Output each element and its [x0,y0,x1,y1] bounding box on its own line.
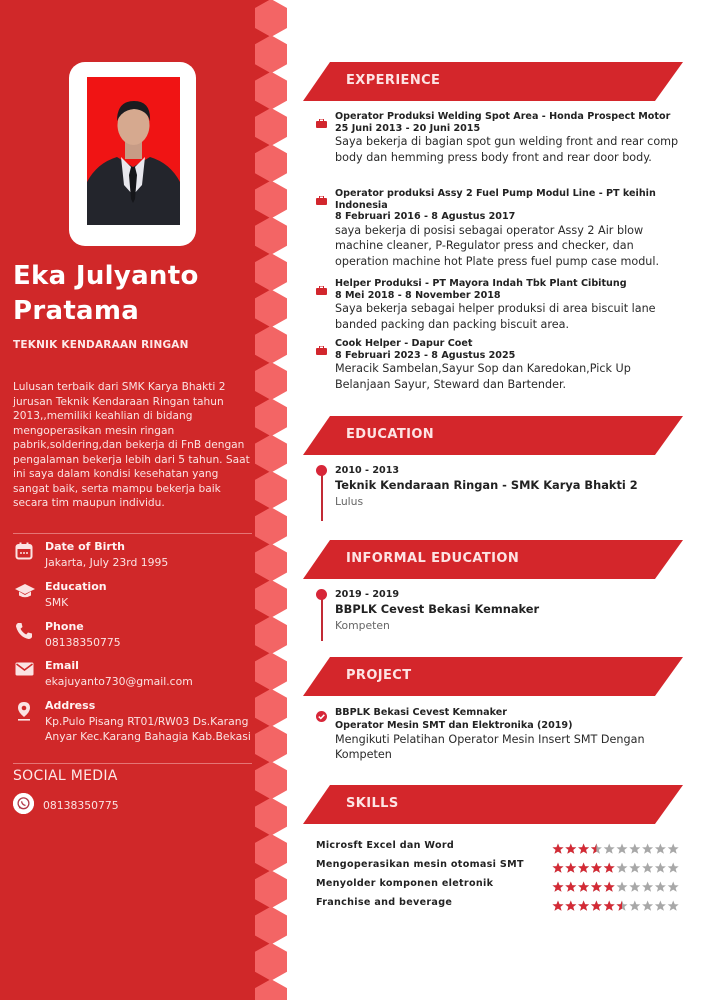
star-icon [642,882,653,892]
briefcase-icon [316,340,327,349]
section-title: PROJECT [346,668,412,683]
education-status: Lulus [335,495,364,508]
section-title: SKILLS [346,796,399,811]
project-title: Operator Mesin SMT dan Elektronika (2019) [335,720,573,731]
job-title: TEKNIK KENDARAAN RINGAN [13,339,189,351]
section-title: INFORMAL EDUCATION [346,551,520,566]
star-icon [629,863,640,873]
star-icon [591,882,602,892]
envelope-icon [15,661,35,681]
skill-name: Microsft Excel dan Word [316,840,455,851]
contact-label: Email [45,659,79,672]
star-icon [668,844,679,854]
section-banner-project [303,657,683,696]
name-line-1: Eka Julyanto [13,261,199,291]
section-banner-informal-education [303,540,683,579]
skill-name: Franchise and beverage [316,897,453,908]
star-icon [591,901,602,911]
star-rating [552,878,680,890]
star-icon [629,844,640,854]
experience-description: Meracik Sambelan,Sayur Sop dan Karedokan,Pick Up Belanjaan Sayur, Steward dan Bartender. [335,362,631,391]
check-circle-icon [316,707,327,718]
star-icon [565,901,576,911]
star-icon [591,844,602,854]
experience-item [316,338,691,392]
star-icon [668,882,679,892]
star-icon [655,844,666,854]
section-banner-skills [303,785,683,824]
star-icon [617,882,628,892]
star-icon [617,844,628,854]
section-title: EDUCATION [346,427,435,442]
experience-item [316,111,691,165]
project-item [316,706,686,762]
experience-date: 8 Februari 2016 - 8 Agustus 2017 [335,211,516,222]
whatsapp-number: 08138350775 [43,799,119,812]
informal-education-years: 2019 - 2019 [335,589,400,600]
project-organization: BBPLK Bekasi Cevest Kemnaker [335,707,507,718]
skill-name: Menyolder komponen eletronik [316,878,494,889]
briefcase-icon [316,113,327,122]
star-icon [553,863,564,873]
experience-date: 8 Mei 2018 - 8 November 2018 [335,289,501,301]
contact-label: Date of Birth [45,540,125,553]
star-icon [604,863,615,873]
experience-item [316,188,691,269]
experience-description: Saya bekerja sebagai helper produksi di area biscuit lane banded packing dan packing biscuit area. [335,302,656,331]
skill-name: Mengoperasikan mesin otomasi SMT [316,859,524,870]
star-icon [604,882,615,892]
star-icon [578,844,589,854]
map-pin-icon [15,701,35,721]
star-icon [604,901,615,911]
star-icon [565,882,576,892]
project-description: Mengikuti Pelatihan Operator Mesin Insert SMT Dengan Kompeten [335,733,645,761]
star-icon [655,863,666,873]
contact-value: Kp.Pulo Pisang RT01/RW03 Ds.Karang Anyar Kec.Karang Bahagia Kab.Bekasi [45,715,251,743]
profile-photo-frame [69,62,196,246]
contact-label: Address [45,699,96,712]
star-icon [591,863,602,873]
divider [13,533,253,534]
profile-summary: Lulusan terbaik dari SMK Karya Bhakti 2 jurusan Teknik Kendaraan Ringan tahun 2013,,memiliki keahlian di bidang mengoperasikan mesin ringan pabrik,soldering,dan bekerja di FnB dengan pengalaman bekerja lebih dari 5 tahun. Saat ini saya dalam kondisi kesehatan yang sangat baik, serta mampu bekerja baik secara tim maupun individu. [13,381,250,509]
contact-label: Education [45,580,107,593]
timeline-line [321,597,323,641]
experience-title: Helper Produksi - PT Mayora Indah Tbk Plant Cibitung [335,278,627,289]
star-icon [553,901,564,911]
star-icon [642,901,653,911]
star-icon [565,863,576,873]
briefcase-icon [316,190,327,199]
star-rating [552,897,680,909]
star-icon [668,901,679,911]
star-icon [604,844,615,854]
contact-value: ekajuyanto730@gmail.com [45,675,193,688]
experience-date: 8 Februari 2023 - 8 Agustus 2025 [335,349,516,361]
graduation-cap-icon [15,582,35,602]
experience-date: 25 Juni 2013 - 20 Juni 2015 [335,122,481,134]
profile-photo [87,77,180,225]
social-media-title: SOCIAL MEDIA [13,768,118,784]
star-icon [617,901,628,911]
informal-education-item [316,589,686,649]
informal-education-title: BBPLK Cevest Bekasi Kemnaker [335,602,540,616]
education-title: Teknik Kendaraan Ringan - SMK Karya Bhakti 2 [335,478,638,492]
star-icon [553,882,564,892]
full-name [13,259,253,329]
section-banner-experience [303,62,683,101]
education-item [316,465,686,525]
star-icon [565,844,576,854]
contact-value: SMK [45,596,69,609]
informal-education-status: Kompeten [335,619,390,632]
timeline-line [321,473,323,521]
star-icon [553,844,564,854]
hexagon-border-decoration [252,0,292,1000]
education-years: 2010 - 2013 [335,465,400,476]
experience-description: Saya bekerja di bagian spot gun welding front and rear comp body dan hemming press body front and rear door body. [335,135,679,164]
contact-value: Jakarta, July 23rd 1995 [45,556,169,569]
star-icon [655,882,666,892]
star-icon [617,863,628,873]
section-title: EXPERIENCE [346,73,441,88]
section-banner-education [303,416,683,455]
star-icon [655,901,666,911]
star-icon [629,901,640,911]
timeline-dot [316,465,327,476]
name-line-2: Pratama [13,296,140,326]
skill-row [316,876,686,892]
contact-value: 08138350775 [45,636,121,649]
star-rating [552,859,680,871]
contact-label: Phone [45,620,84,633]
timeline-dot [316,589,327,600]
star-icon [642,863,653,873]
experience-title: Cook Helper - Dapur Coet [335,338,473,349]
experience-title: Operator Produksi Welding Spot Area - Honda Prospect Motor [335,111,671,122]
skill-row [316,838,686,854]
briefcase-icon [316,280,327,289]
divider [13,763,253,764]
star-rating [552,840,680,852]
star-icon [668,863,679,873]
whatsapp-icon [13,793,34,814]
experience-title: Operator produksi Assy 2 Fuel Pump Modul Line - PT keihin Indonesia [335,188,656,211]
sidebar [0,0,256,1000]
experience-item [316,278,691,332]
star-icon [578,882,589,892]
star-icon [578,863,589,873]
experience-description: saya bekerja di posisi sebagai operator Assy 2 Air blow machine cleaner, P-Regulator press and checker, dan operation machine hot Plate press fuel pump case modul. [335,223,660,268]
star-icon [642,844,653,854]
star-icon [578,901,589,911]
calendar-icon [15,542,35,562]
phone-icon [15,622,35,642]
star-icon [629,882,640,892]
skill-row [316,857,686,873]
skill-row [316,895,686,911]
